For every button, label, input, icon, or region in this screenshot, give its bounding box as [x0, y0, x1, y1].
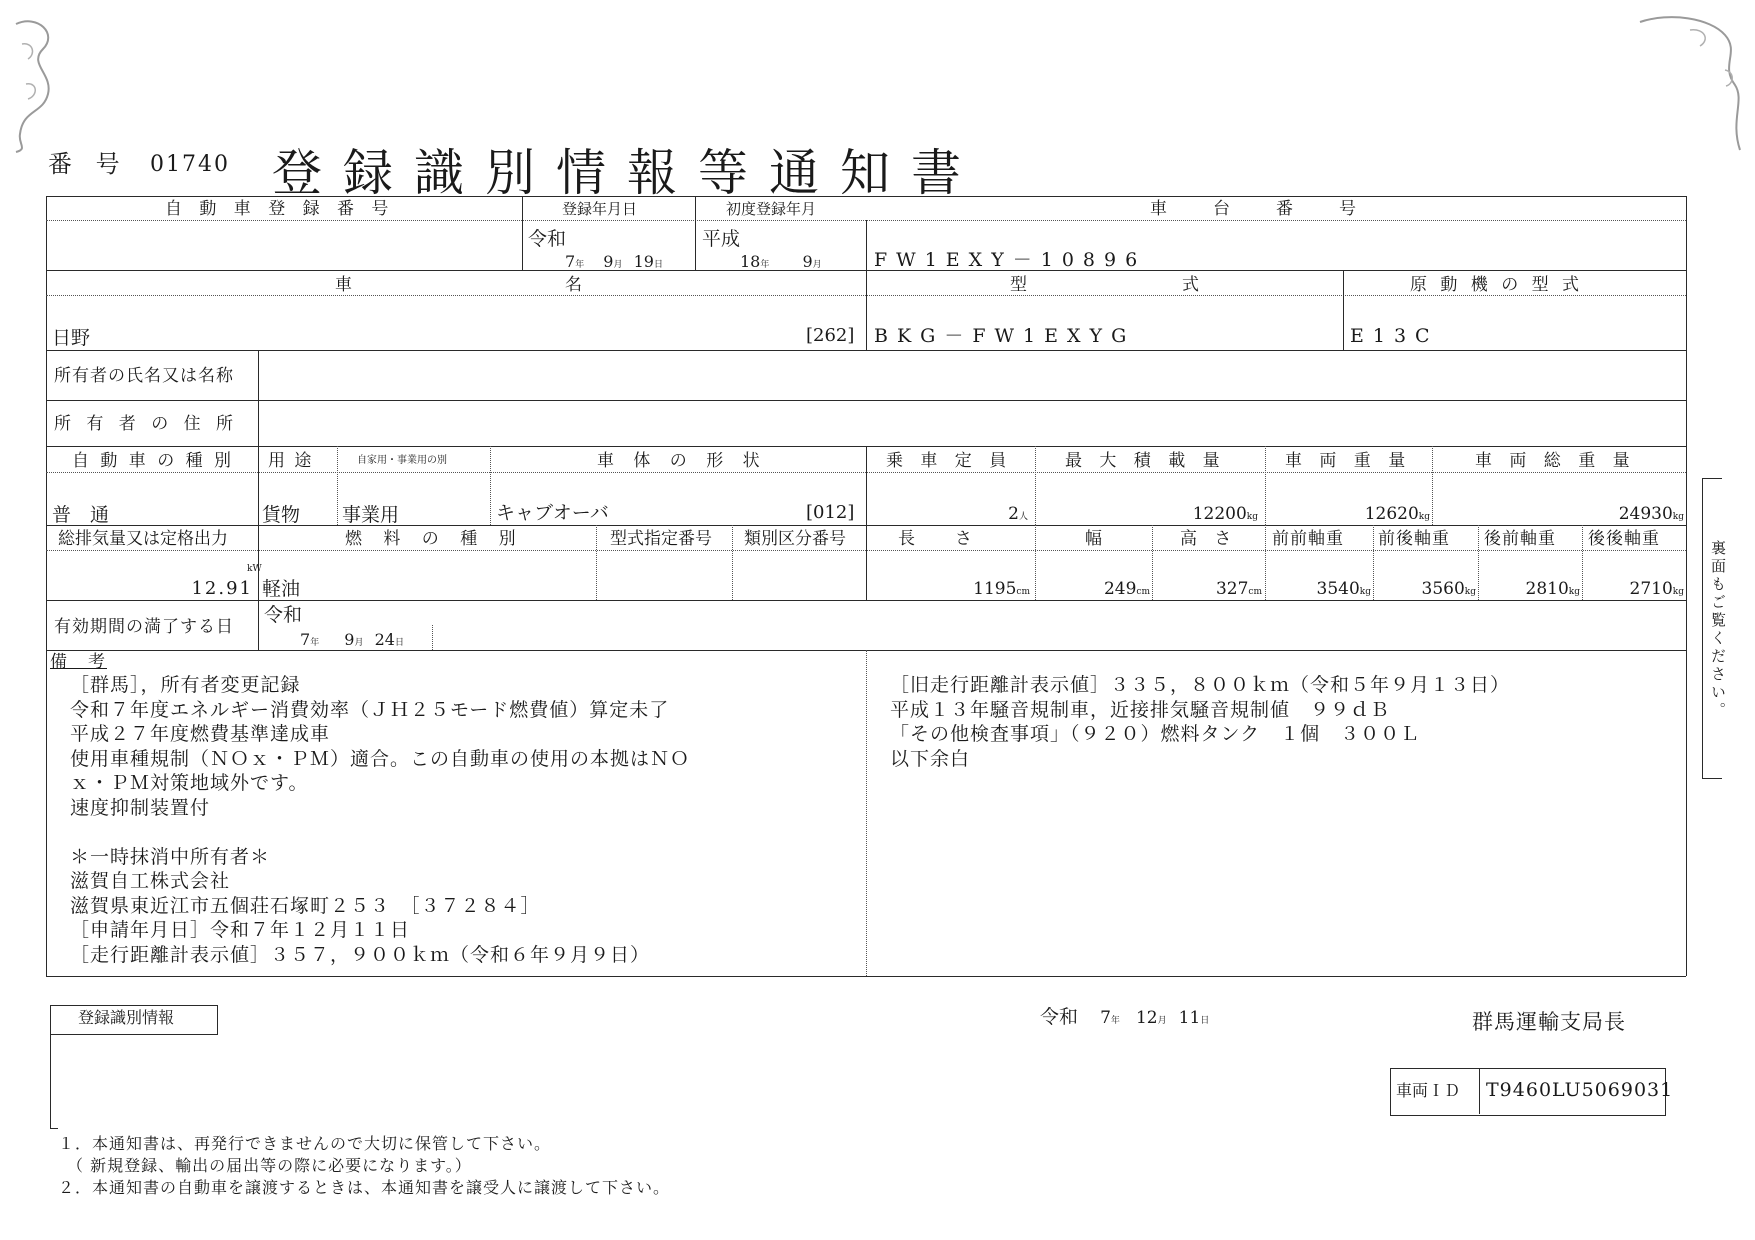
type-value: 普 通 — [52, 504, 110, 526]
expiry-date: 7年 9月 24日 — [300, 630, 404, 649]
name-label-2: 名 — [565, 275, 584, 295]
height-value: 327cm — [1215, 579, 1262, 599]
reg-era: 令和 — [528, 228, 567, 250]
displacement-label: 総排気量又は定格出力 — [58, 529, 228, 549]
remark-line: 平成２７年度燃費基準達成車 — [70, 723, 331, 745]
ff-axle-value: 3540kg — [1316, 579, 1371, 599]
rf-axle-label: 後前軸重 — [1484, 529, 1556, 549]
body-code: [012] — [806, 502, 855, 523]
model-label-1: 型 — [1010, 275, 1029, 295]
category-label: 類別区分番号 — [744, 529, 846, 549]
registration-info-label: 登録識別情報 — [78, 1008, 175, 1027]
engine-model: E13C — [1350, 325, 1439, 347]
width-value: 249cm — [1103, 579, 1150, 599]
number-label: 番 号 — [48, 150, 128, 178]
name-label-1: 車 — [335, 275, 354, 295]
fr-axle-value: 3560kg — [1421, 579, 1476, 599]
remark-line: ［群馬］，所有者変更記録 — [70, 674, 301, 696]
corner-ornament-right — [1630, 10, 1750, 160]
type-approval-label: 型式指定番号 — [610, 529, 712, 549]
remark-line: ［走行距離計表示値］３５７，９００ｋｍ（令和６年９月９日） — [70, 943, 651, 966]
vehicle-id-label: 車両ＩＤ — [1396, 1081, 1461, 1100]
business-value: 事業用 — [342, 504, 400, 526]
use-label: 用 途 — [268, 451, 314, 471]
vehicle-id: T9460LU5069031 — [1486, 1079, 1674, 1101]
displacement-unit: kW — [247, 564, 262, 574]
remark-line: 滋賀自工株式会社 — [70, 870, 231, 892]
max-load-label: 最 大 積 載 量 — [1065, 451, 1226, 471]
remark-line: 滋賀県東近江市五個荘石塚町２５３ ［３７２８４］ — [70, 894, 541, 917]
business-label: 自家用・事業用の別 — [357, 455, 447, 466]
vehicle-name-code: [262] — [806, 325, 855, 346]
remark-line: ＊一時抹消中所有者＊ — [70, 845, 271, 868]
remark-line: 速度抑制装置付 — [70, 796, 211, 819]
side-note: 裏面もご覧ください。 — [1709, 540, 1727, 720]
expiry-label: 有効期間の満了する日 — [54, 617, 234, 637]
rr-axle-label: 後後軸重 — [1588, 529, 1660, 549]
ff-axle-label: 前前軸重 — [1272, 529, 1344, 549]
displacement-value: 12.91 — [191, 578, 253, 599]
footer-note-line: （ 新規登録、輸出の届出等の際に必要になります。） — [58, 1156, 472, 1175]
footer-note-line: １．本通知書は、再発行できませんので大切に保管して下さい。 — [58, 1134, 552, 1153]
owner-name-label: 所有者の氏名又は名称 — [54, 366, 234, 386]
remark-line: ｘ・ＰＭ対策地域外です。 — [70, 772, 309, 794]
body-label: 車 体 の 形 状 — [597, 451, 767, 471]
type-label: 自 動 車 の 種 別 — [72, 451, 235, 471]
gross-value: 24930kg — [1618, 504, 1684, 524]
first-era: 平成 — [702, 228, 741, 250]
use-value: 貨物 — [262, 504, 301, 526]
weight-value: 12620kg — [1364, 504, 1430, 524]
body-value: キャブオーバ — [496, 502, 609, 524]
vehicle-name: 日野 — [52, 327, 91, 349]
corner-ornament-left — [8, 14, 68, 154]
chassis-number: FW1EXY－10896 — [874, 249, 1147, 271]
issuer: 群馬運輸支局長 — [1472, 1010, 1626, 1034]
engine-label: 原 動 機 の 型 式 — [1410, 275, 1584, 295]
length-label: 長 さ — [898, 529, 974, 549]
expiry-era: 令和 — [264, 604, 303, 626]
rf-axle-value: 2810kg — [1525, 579, 1580, 599]
capacity-value: 2人 — [1008, 504, 1028, 524]
fr-axle-label: 前後軸重 — [1378, 529, 1450, 549]
model-label-2: 式 — [1182, 275, 1201, 295]
max-load-value: 12200kg — [1192, 504, 1258, 524]
reg-number-label: 自 動 車 登 録 番 号 — [165, 199, 395, 219]
capacity-label: 乗 車 定 員 — [886, 451, 1013, 471]
remark-line: 令和７年度エネルギー消費効率（ＪＨ２５モード燃費値）算定未了 — [70, 698, 670, 721]
gross-label: 車 両 総 重 量 — [1475, 451, 1636, 471]
chassis-label: 車 台 番 号 — [1150, 199, 1360, 219]
document-title: 登録識別情報等通知書 — [272, 144, 982, 202]
remark-line: 以下余白 — [890, 747, 971, 770]
remarks-label: 備 考 — [50, 652, 107, 672]
remark-line: 平成１３年騒音規制車，近接排気騒音規制値 ９９ｄＢ — [890, 698, 1391, 721]
reg-date-value: 7年 9月 19日 — [565, 252, 663, 271]
remark-line: 「その他検査事項」（９２０）燃料タンク １個 ３００Ｌ — [890, 723, 1421, 745]
document-number: 01740 — [150, 152, 230, 177]
first-reg-label: 初度登録年月 — [726, 200, 817, 218]
weight-label: 車 両 重 量 — [1285, 451, 1412, 471]
footer-note-line: ２．本通知書の自動車を譲渡するときは、本通知書を譲受人に譲渡して下さい。 — [58, 1178, 671, 1197]
remark-line: 使用車種規制（ＮＯｘ・ＰＭ）適合。この自動車の使用の本拠はＮＯ — [70, 747, 691, 770]
remark-line: ［旧走行距離計表示値］３３５，８００ｋｍ（令和５年９月１３日） — [890, 674, 1511, 696]
length-value: 1195cm — [973, 579, 1030, 599]
rr-axle-value: 2710kg — [1629, 579, 1684, 599]
owner-address-label: 所 有 者 の 住 所 — [54, 414, 239, 434]
reg-date-label: 登録年月日 — [562, 200, 638, 218]
fuel-value: 軽油 — [262, 578, 301, 600]
remark-line: ［申請年月日］令和７年１２月１１日 — [70, 919, 411, 941]
issue-date: 令和 7年 12月 11日 — [1040, 1006, 1210, 1028]
first-reg-value: 18年 9月 — [740, 252, 822, 271]
vehicle-model: BKG－FW1EXYG — [874, 325, 1136, 347]
fuel-label: 燃 料 の 種 別 — [345, 529, 524, 549]
width-label: 幅 — [1085, 529, 1104, 549]
height-label: 高 さ — [1180, 529, 1238, 549]
